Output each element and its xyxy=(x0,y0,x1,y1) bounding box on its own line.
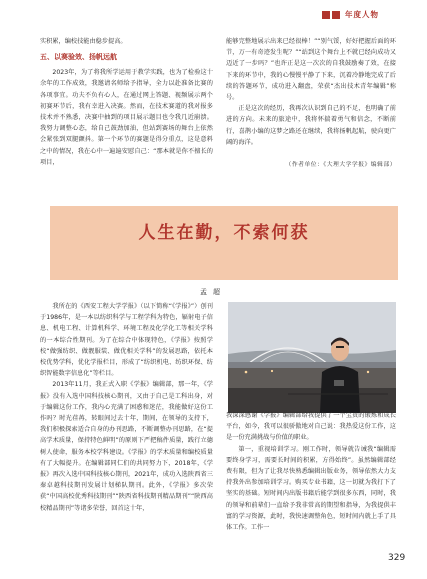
article-author: 孟超 xyxy=(200,288,226,296)
paragraph: 能够完整地展示出来已经很棒！”“别气馁，好好把握后面的环节，万一有奇迹发生呢？”“站到这个舞台上不就已经向成功又迈近了一步吗？”也许正是这一次次的自我鼓励奏了效，在接下来的环节中，我的心慢慢平静了下来，沉着冷静地完成了后续的答题环节，成功进入翻盘，荣获“杰出技术青年编辑”称号。 xyxy=(226,38,396,102)
article-title-banner xyxy=(50,206,398,278)
author-photo xyxy=(228,302,396,413)
paragraph: 我所在的《西安工程大学学报》（以下简称“《学报》”）创刊于1986年，是一本以纺织科学与工程学科为特色，辐射电子信息、机电工程、计算机科学、环境工程及化学化工等相关学科的一本综合性期刊。为了在综合中体现特色，《学报》按照学校“做强纺织、做靓服装、做优相关学科”的发展思路，依托本校优势学科，优化学报栏目，形成了“纺织机电、纺织环保、纺织智能数字信息化”等栏目。 xyxy=(40,303,213,378)
bottom-left-column xyxy=(40,301,213,514)
photo-illustration xyxy=(228,302,396,413)
page-number: 329 xyxy=(388,553,406,563)
paragraph: 第一，重视培训学习。刚工作时，领导就告诫我“编辑需要终身学习，需要长时间的积累，方得始终”。虽然编辑部经费有限，但为了让我尽快熟悉编辑出版业务，领导依然大力支持我外出参加培训学习。购买专业书籍，这一切就为我打下了坚实的基础。短时间内出版书籍后能学到很多东西，同时，我的领导和前辈们一直给予我非常高的期望和指导，为我提供丰富的学习资源，此时，我快速调整角色，短时间内就上手了具体工作。工作一 xyxy=(226,445,396,532)
section-heading: 五、以赛验效、扬帆远航 xyxy=(40,53,117,62)
running-header xyxy=(322,10,427,21)
paragraph: 实积累，编校技能由稳步提高。 xyxy=(40,38,127,45)
header-square-icon xyxy=(322,11,330,19)
section-label: 年度人物 xyxy=(345,10,379,19)
top-left-column xyxy=(40,36,213,168)
banner-underline xyxy=(50,278,398,280)
paragraph: 2023年，为了将我所学运用于教学实践，也为了检验这十余年的工作成效，我邀请名师给予指导，全力以赴准备比赛的各项事宜。功夫不负有心人，在通过网上答题、视频展示两个初赛环节后，我有幸进入决赛。然而，在技术赛道的我对报多技术并不熟悉，决赛中抽到的项目展示题目也令我几近崩溃。我努力调整心态，给自己鼓劲加油，但站到赛场的舞台上依然会紧张到双腿颤抖。第一个环节的赛题是得分重点，这是意料之中的情况，我在心中一遍遍安慰自己：“那本就是你不擅长的项目， xyxy=(40,69,213,166)
paragraph: 我深深感谢《学报》编辑部给我提供了一个宝贵的锻炼和成长平台，如今，我可以很骄傲地对自己说：我热爱这份工作，这是一份充满挑战与价值的职业。 xyxy=(226,412,396,442)
top-right-column xyxy=(226,36,396,171)
paragraph: 正是这次的经历，我再次认识到自己的不足，也明确了前进的方向。未来的旅途中，我将怀揣着勇气和信念，不断前行，喜鹊小编的这梦之路还在继续，我将扬帆起航，驶向更广阔的海洋。 xyxy=(226,105,396,146)
author-affiliation: （作者单位：《大理大学学报》编辑部） xyxy=(285,162,396,169)
header-square-icon xyxy=(332,11,340,19)
paragraph: 2013年11月，我正式入职《学报》编辑部，那一年，《学报》没有入选中国科技核心期刊，又由于自己是工科出身，对于编辑这份工作，我内心充满了困惑和迷茫，我能做好这份工作吗？时光荏苒，转眼间过去十年，期间，在领导的支持下，我们积极探索适合自身的办刊思路，不断调整办刊思路，在“提高学术质量，保持特色鲜明”的原则下严把稿件质量，践行立德树人使命，服务本校学科建设。《学报》的学术质量和编校质量有了大幅提升。在编辑部同仁们的共同努力下，2018年，《学报》再次入选中国科技核心期刊，2021年，成功入选陕西省三秦卓越科技期刊发展计划梯队期刊。此外，《学报》多次荣获“中国高校优秀科技期刊”“陕西省科技期刊精品期刊”“陕西高校精品期刊”等诸多荣誉，回首这十年， xyxy=(40,381,213,512)
article-title: 人生在勤，不索何获 xyxy=(138,223,310,243)
bottom-right-column xyxy=(226,410,396,533)
